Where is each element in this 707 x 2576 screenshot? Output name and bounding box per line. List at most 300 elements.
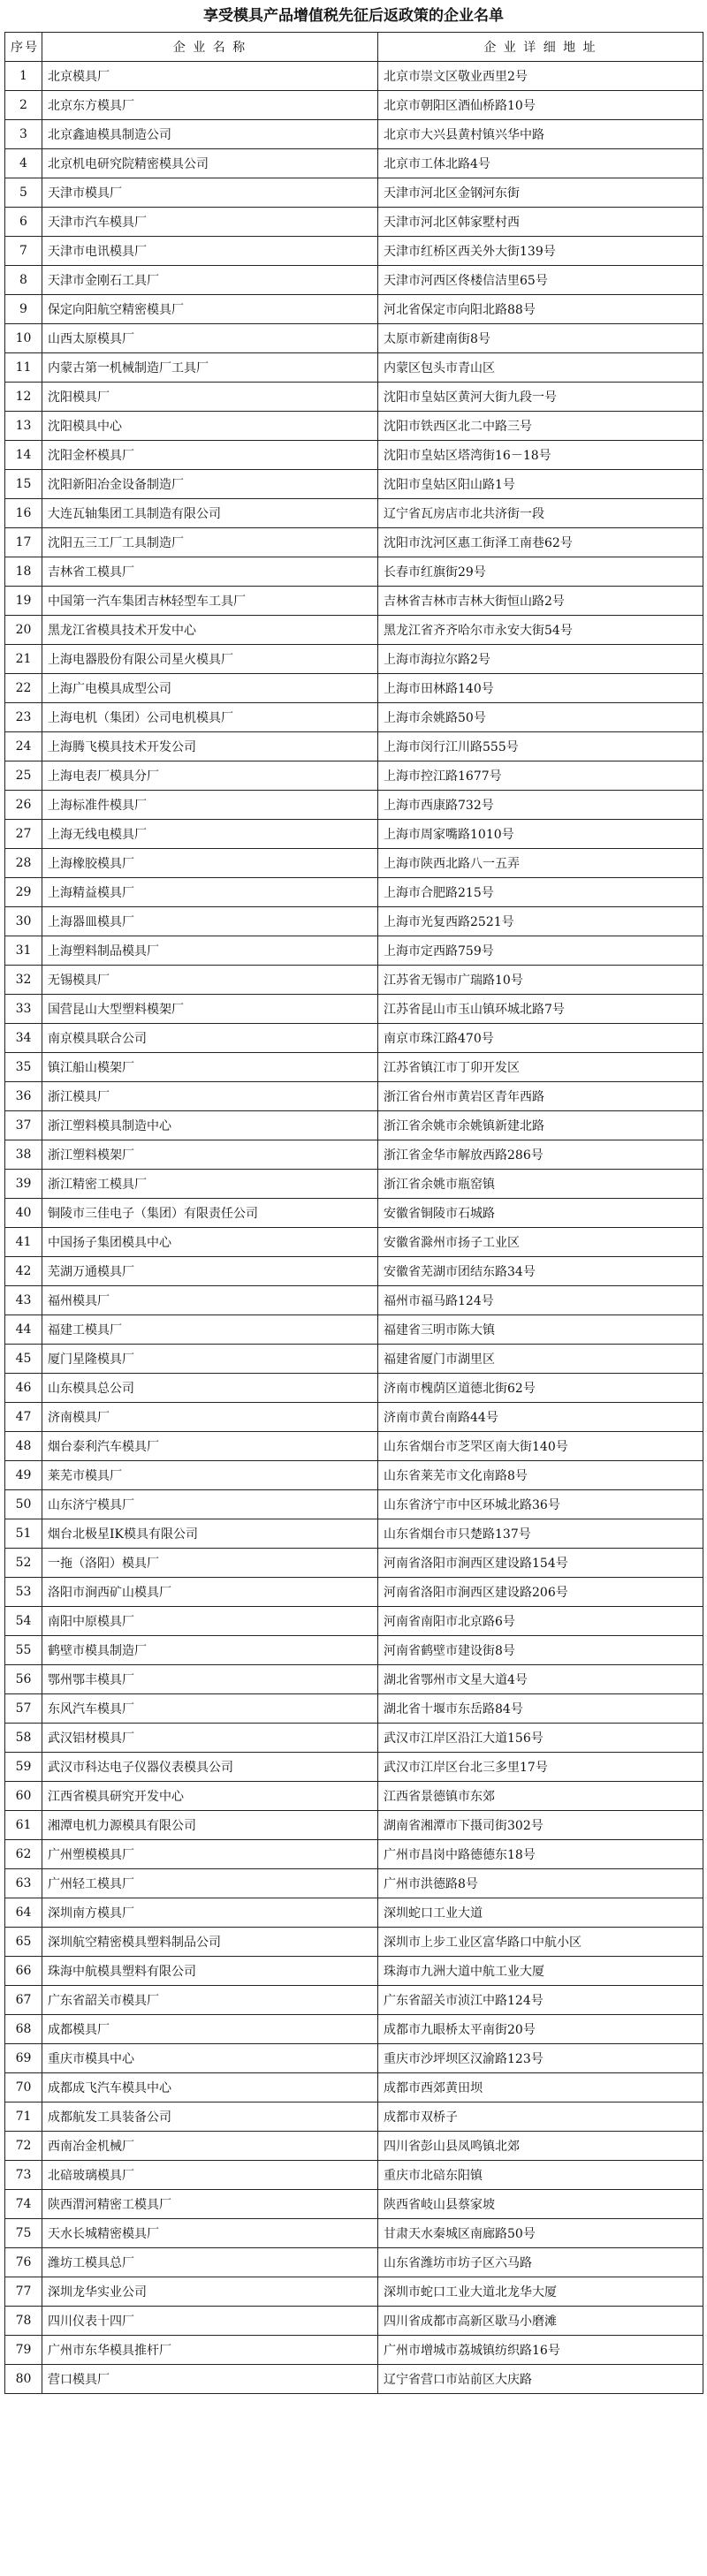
table-row [5, 616, 703, 645]
enterprise-address-cell: 福建省厦门市湖里区 [378, 1345, 703, 1374]
table-row [5, 2073, 703, 2102]
serial-number-cell: 34 [5, 1024, 42, 1053]
table-row [5, 2219, 703, 2248]
enterprise-address-cell: 江苏省无锡市广瑞路10号 [378, 966, 703, 995]
enterprise-name-cell: 上海电表厂模具分厂 [42, 761, 378, 791]
enterprise-address-cell: 济南市槐荫区道德北街62号 [378, 1374, 703, 1403]
enterprise-name-cell: 中国扬子集团模具中心 [42, 1228, 378, 1257]
enterprise-name-cell: 无锡模具厂 [42, 966, 378, 995]
serial-number-cell: 77 [5, 2277, 42, 2307]
enterprise-name-cell: 浙江模具厂 [42, 1082, 378, 1111]
serial-number-cell: 7 [5, 237, 42, 266]
enterprise-name-cell: 吉林省工模具厂 [42, 557, 378, 587]
enterprise-table [4, 32, 703, 2394]
serial-number-cell: 40 [5, 1199, 42, 1228]
enterprise-address-cell: 山东省潍坊市坊子区六马路 [378, 2248, 703, 2277]
serial-number-cell: 58 [5, 1724, 42, 1753]
enterprise-address-cell: 河北省保定市向阳北路88号 [378, 295, 703, 324]
serial-number-cell: 42 [5, 1257, 42, 1286]
enterprise-name-cell: 成都航发工具装备公司 [42, 2102, 378, 2132]
enterprise-name-cell: 上海器皿模具厂 [42, 907, 378, 936]
enterprise-address-cell: 江苏省镇江市丁卯开发区 [378, 1053, 703, 1082]
serial-number-cell: 9 [5, 295, 42, 324]
serial-number-cell: 50 [5, 1490, 42, 1519]
table-row [5, 761, 703, 791]
table-row [5, 1840, 703, 1869]
enterprise-address-cell: 成都市双桥子 [378, 2102, 703, 2132]
table-row [5, 820, 703, 849]
enterprise-name-cell: 天津市汽车模具厂 [42, 208, 378, 237]
page-title: 享受模具产品增值税先征后返政策的企业名单 [203, 7, 504, 25]
enterprise-address-cell: 山东省莱芜市文化南路8号 [378, 1461, 703, 1490]
enterprise-name-cell: 南京模具联合公司 [42, 1024, 378, 1053]
enterprise-name-cell: 深圳南方模具厂 [42, 1898, 378, 1928]
enterprise-address-cell: 天津市河西区佟楼信洁里65号 [378, 266, 703, 295]
enterprise-name-cell: 芜湖万通模具厂 [42, 1257, 378, 1286]
table-row [5, 2307, 703, 2336]
enterprise-address-cell: 河南省洛阳市涧西区建设路154号 [378, 1549, 703, 1578]
enterprise-name-cell: 福州模具厂 [42, 1286, 378, 1315]
table-row [5, 208, 703, 237]
serial-number-cell: 22 [5, 674, 42, 703]
table-row [5, 2044, 703, 2073]
table-row [5, 1782, 703, 1811]
enterprise-name-cell: 国营昆山大型塑料模架厂 [42, 995, 378, 1024]
table-row [5, 149, 703, 178]
serial-number-cell: 51 [5, 1519, 42, 1549]
enterprise-name-cell: 北京机电研究院精密模具公司 [42, 149, 378, 178]
serial-number-cell: 63 [5, 1869, 42, 1898]
enterprise-name-cell: 镇江船山模架厂 [42, 1053, 378, 1082]
header-enterprise-address: 企 业 详 细 地 址 [378, 33, 703, 62]
enterprise-address-cell: 江西省景德镇市东郊 [378, 1782, 703, 1811]
enterprise-address-cell: 沈阳市皇姑区黄河大街九段一号 [378, 383, 703, 412]
enterprise-name-cell: 重庆市模具中心 [42, 2044, 378, 2073]
table-row [5, 295, 703, 324]
serial-number-cell: 45 [5, 1345, 42, 1374]
enterprise-name-cell: 内蒙古第一机械制造厂工具厂 [42, 353, 378, 383]
serial-number-cell: 41 [5, 1228, 42, 1257]
enterprise-address-cell: 长春市红旗街29号 [378, 557, 703, 587]
enterprise-name-cell: 上海电器股份有限公司星火模具厂 [42, 645, 378, 674]
enterprise-name-cell: 上海无线电模具厂 [42, 820, 378, 849]
enterprise-name-cell: 广东省韶关市模具厂 [42, 1986, 378, 2015]
enterprise-address-cell: 深圳市蛇口工业大道北龙华大厦 [378, 2277, 703, 2307]
serial-number-cell: 49 [5, 1461, 42, 1490]
serial-number-cell: 18 [5, 557, 42, 587]
enterprise-address-cell: 浙江省余姚市余姚镇新建北路 [378, 1111, 703, 1140]
enterprise-name-cell: 北京鑫迪模具制造公司 [42, 120, 378, 149]
table-row [5, 1403, 703, 1432]
table-row [5, 2161, 703, 2190]
serial-number-cell: 57 [5, 1694, 42, 1724]
table-row [5, 2365, 703, 2394]
enterprise-address-cell: 南京市珠江路470号 [378, 1024, 703, 1053]
table-row [5, 878, 703, 907]
enterprise-address-cell: 北京市工体北路4号 [378, 149, 703, 178]
serial-number-cell: 60 [5, 1782, 42, 1811]
serial-number-cell: 6 [5, 208, 42, 237]
enterprise-address-cell: 福建省三明市陈大镇 [378, 1315, 703, 1345]
enterprise-name-cell: 广州塑模模具厂 [42, 1840, 378, 1869]
enterprise-name-cell: 西南冶金机械厂 [42, 2132, 378, 2161]
serial-number-cell: 12 [5, 383, 42, 412]
enterprise-name-cell: 武汉市科达电子仪器仪表模具公司 [42, 1753, 378, 1782]
serial-number-cell: 17 [5, 528, 42, 557]
enterprise-address-cell: 河南省洛阳市涧西区建设路206号 [378, 1578, 703, 1607]
enterprise-name-cell: 成都成飞汽车模具中心 [42, 2073, 378, 2102]
enterprise-address-cell: 广东省韶关市浈江中路124号 [378, 1986, 703, 2015]
table-row [5, 266, 703, 295]
enterprise-address-cell: 广州市昌岗中路德德东18号 [378, 1840, 703, 1869]
serial-number-cell: 11 [5, 353, 42, 383]
table-row [5, 1869, 703, 1898]
enterprise-name-cell: 湘潭电机力源模具有限公司 [42, 1811, 378, 1840]
table-row [5, 1140, 703, 1170]
enterprise-address-cell: 上海市定西路759号 [378, 936, 703, 966]
table-row [5, 1665, 703, 1694]
table-header-row [5, 33, 703, 62]
enterprise-name-cell: 沈阳金杯模具厂 [42, 441, 378, 470]
enterprise-address-cell: 安徽省芜湖市团结东路34号 [378, 1257, 703, 1286]
serial-number-cell: 70 [5, 2073, 42, 2102]
serial-number-cell: 55 [5, 1636, 42, 1665]
enterprise-address-cell: 甘肃天水秦城区南廊路50号 [378, 2219, 703, 2248]
enterprise-address-cell: 深圳市上步工业区富华路口中航小区 [378, 1928, 703, 1957]
enterprise-name-cell: 沈阳新阳冶金设备制造厂 [42, 470, 378, 499]
table-row [5, 1199, 703, 1228]
enterprise-name-cell: 中国第一汽车集团吉林轻型车工具厂 [42, 587, 378, 616]
serial-number-cell: 71 [5, 2102, 42, 2132]
enterprise-address-cell: 重庆市北碚东阳镇 [378, 2161, 703, 2190]
enterprise-name-cell: 浙江塑料模架厂 [42, 1140, 378, 1170]
table-row [5, 1257, 703, 1286]
table-row [5, 1053, 703, 1082]
enterprise-name-cell: 深圳航空精密模具塑料制品公司 [42, 1928, 378, 1957]
enterprise-name-cell: 福建工模具厂 [42, 1315, 378, 1345]
enterprise-name-cell: 陕西渭河精密工模具厂 [42, 2190, 378, 2219]
serial-number-cell: 79 [5, 2336, 42, 2365]
enterprise-name-cell: 鹤壁市模具制造厂 [42, 1636, 378, 1665]
enterprise-address-cell: 上海市陕西北路八一五弄 [378, 849, 703, 878]
enterprise-address-cell: 北京市大兴县黄村镇兴华中路 [378, 120, 703, 149]
enterprise-address-cell: 上海市海拉尔路2号 [378, 645, 703, 674]
serial-number-cell: 20 [5, 616, 42, 645]
enterprise-address-cell: 四川省彭山县凤鸣镇北郊 [378, 2132, 703, 2161]
enterprise-address-cell: 上海市田林路140号 [378, 674, 703, 703]
table-row [5, 907, 703, 936]
table-row [5, 528, 703, 557]
serial-number-cell: 56 [5, 1665, 42, 1694]
serial-number-cell: 4 [5, 149, 42, 178]
serial-number-cell: 35 [5, 1053, 42, 1082]
table-row [5, 1607, 703, 1636]
enterprise-address-cell: 天津市河北区金钢河东街 [378, 178, 703, 208]
enterprise-address-cell: 上海市余姚路50号 [378, 703, 703, 732]
table-row [5, 1549, 703, 1578]
serial-number-cell: 23 [5, 703, 42, 732]
table-row [5, 412, 703, 441]
enterprise-address-cell: 河南省南阳市北京路6号 [378, 1607, 703, 1636]
serial-number-cell: 36 [5, 1082, 42, 1111]
enterprise-name-cell: 深圳龙华实业公司 [42, 2277, 378, 2307]
enterprise-name-cell: 上海腾飞模具技术开发公司 [42, 732, 378, 761]
enterprise-name-cell: 保定向阳航空精密模具厂 [42, 295, 378, 324]
serial-number-cell: 52 [5, 1549, 42, 1578]
table-row [5, 2190, 703, 2219]
table-row [5, 995, 703, 1024]
table-body [5, 62, 703, 2394]
enterprise-name-cell: 莱芜市模具厂 [42, 1461, 378, 1490]
table-row [5, 1374, 703, 1403]
enterprise-name-cell: 天水长城精密模具厂 [42, 2219, 378, 2248]
enterprise-name-cell: 沈阳五三工厂工具制造厂 [42, 528, 378, 557]
header-enterprise-name: 企 业 名 称 [42, 33, 378, 62]
serial-number-cell: 59 [5, 1753, 42, 1782]
enterprise-address-cell: 辽宁省营口市站前区大庆路 [378, 2365, 703, 2394]
serial-number-cell: 65 [5, 1928, 42, 1957]
enterprise-address-cell: 太原市新建南街8号 [378, 324, 703, 353]
serial-number-cell: 2 [5, 91, 42, 120]
table-row [5, 120, 703, 149]
serial-number-cell: 26 [5, 791, 42, 820]
enterprise-name-cell: 烟台泰利汽车模具厂 [42, 1432, 378, 1461]
serial-number-cell: 54 [5, 1607, 42, 1636]
enterprise-name-cell: 山东济宁模具厂 [42, 1490, 378, 1519]
serial-number-cell: 62 [5, 1840, 42, 1869]
enterprise-address-cell: 上海市合肥路215号 [378, 878, 703, 907]
serial-number-cell: 21 [5, 645, 42, 674]
enterprise-name-cell: 沈阳模具厂 [42, 383, 378, 412]
enterprise-address-cell: 沈阳市沈河区惠工街泽工南巷62号 [378, 528, 703, 557]
enterprise-address-cell: 浙江省余姚市瓶窑镇 [378, 1170, 703, 1199]
enterprise-name-cell: 天津市金刚石工具厂 [42, 266, 378, 295]
table-row [5, 936, 703, 966]
enterprise-name-cell: 营口模具厂 [42, 2365, 378, 2394]
enterprise-name-cell: 山东模具总公司 [42, 1374, 378, 1403]
enterprise-address-cell: 北京市朝阳区酒仙桥路10号 [378, 91, 703, 120]
table-row [5, 383, 703, 412]
enterprise-name-cell: 厦门星隆模具厂 [42, 1345, 378, 1374]
serial-number-cell: 29 [5, 878, 42, 907]
enterprise-address-cell: 重庆市沙坪坝区汉渝路123号 [378, 2044, 703, 2073]
table-row [5, 1636, 703, 1665]
table-row [5, 1898, 703, 1928]
enterprise-name-cell: 上海精益模具厂 [42, 878, 378, 907]
table-row [5, 849, 703, 878]
enterprise-address-cell: 河南省鹤壁市建设街8号 [378, 1636, 703, 1665]
enterprise-address-cell: 沈阳市皇姑区塔湾街16－18号 [378, 441, 703, 470]
serial-number-cell: 27 [5, 820, 42, 849]
enterprise-address-cell: 深圳蛇口工业大道 [378, 1898, 703, 1928]
table-row [5, 2277, 703, 2307]
enterprise-address-cell: 辽宁省瓦房店市北共济街一段 [378, 499, 703, 528]
serial-number-cell: 10 [5, 324, 42, 353]
serial-number-cell: 72 [5, 2132, 42, 2161]
serial-number-cell: 28 [5, 849, 42, 878]
enterprise-name-cell: 武汉铝材模具厂 [42, 1724, 378, 1753]
serial-number-cell: 75 [5, 2219, 42, 2248]
enterprise-address-cell: 成都市九眼桥太平南街20号 [378, 2015, 703, 2044]
serial-number-cell: 19 [5, 587, 42, 616]
table-row [5, 1286, 703, 1315]
serial-number-cell: 53 [5, 1578, 42, 1607]
table-row [5, 2248, 703, 2277]
serial-number-cell: 47 [5, 1403, 42, 1432]
enterprise-address-cell: 天津市红桥区西关外大街139号 [378, 237, 703, 266]
enterprise-name-cell: 浙江塑料模具制造中心 [42, 1111, 378, 1140]
enterprise-name-cell: 北碚玻璃模具厂 [42, 2161, 378, 2190]
table-row [5, 1578, 703, 1607]
enterprise-name-cell: 东风汽车模具厂 [42, 1694, 378, 1724]
serial-number-cell: 48 [5, 1432, 42, 1461]
enterprise-address-cell: 陕西省岐山县蔡家坡 [378, 2190, 703, 2219]
serial-number-cell: 31 [5, 936, 42, 966]
enterprise-name-cell: 四川仪表十四厂 [42, 2307, 378, 2336]
serial-number-cell: 44 [5, 1315, 42, 1345]
table-row [5, 966, 703, 995]
serial-number-cell: 8 [5, 266, 42, 295]
table-row [5, 1315, 703, 1345]
enterprise-name-cell: 江西省模具研究开发中心 [42, 1782, 378, 1811]
enterprise-address-cell: 成都市西郊黄田坝 [378, 2073, 703, 2102]
serial-number-cell: 33 [5, 995, 42, 1024]
enterprise-name-cell: 成都模具厂 [42, 2015, 378, 2044]
table-row [5, 1111, 703, 1140]
enterprise-address-cell: 湖南省湘潭市下摄司街302号 [378, 1811, 703, 1840]
serial-number-cell: 80 [5, 2365, 42, 2394]
enterprise-table-container [4, 32, 703, 2394]
serial-number-cell: 66 [5, 1957, 42, 1986]
serial-number-cell: 37 [5, 1111, 42, 1140]
serial-number-cell: 15 [5, 470, 42, 499]
serial-number-cell: 64 [5, 1898, 42, 1928]
table-row [5, 791, 703, 820]
table-row [5, 1694, 703, 1724]
enterprise-name-cell: 上海标准件模具厂 [42, 791, 378, 820]
table-row [5, 1345, 703, 1374]
serial-number-cell: 38 [5, 1140, 42, 1170]
enterprise-name-cell: 天津市模具厂 [42, 178, 378, 208]
enterprise-address-cell: 沈阳市铁西区北二中路三号 [378, 412, 703, 441]
enterprise-name-cell: 大连瓦轴集团工具制造有限公司 [42, 499, 378, 528]
serial-number-cell: 67 [5, 1986, 42, 2015]
enterprise-address-cell: 山东省烟台市只楚路137号 [378, 1519, 703, 1549]
serial-number-cell: 78 [5, 2307, 42, 2336]
table-row [5, 499, 703, 528]
enterprise-name-cell: 上海电机（集团）公司电机模具厂 [42, 703, 378, 732]
serial-number-cell: 14 [5, 441, 42, 470]
serial-number-cell: 32 [5, 966, 42, 995]
table-row [5, 587, 703, 616]
enterprise-address-cell: 济南市黄台南路44号 [378, 1403, 703, 1432]
enterprise-address-cell: 广州市增城市荔城镇纺织路16号 [378, 2336, 703, 2365]
table-row [5, 645, 703, 674]
table-row [5, 732, 703, 761]
serial-number-cell: 1 [5, 62, 42, 91]
serial-number-cell: 76 [5, 2248, 42, 2277]
enterprise-name-cell: 北京东方模具厂 [42, 91, 378, 120]
enterprise-address-cell: 江苏省昆山市玉山镇环城北路7号 [378, 995, 703, 1024]
table-row [5, 62, 703, 91]
table-row [5, 178, 703, 208]
table-row [5, 1519, 703, 1549]
enterprise-address-cell: 天津市河北区韩家墅村西 [378, 208, 703, 237]
header-serial-number: 序号 [5, 33, 42, 62]
enterprise-name-cell: 广州轻工模具厂 [42, 1869, 378, 1898]
table-row [5, 1228, 703, 1257]
table-row [5, 1753, 703, 1782]
table-row [5, 2132, 703, 2161]
enterprise-address-cell: 珠海市九洲大道中航工业大厦 [378, 1957, 703, 1986]
enterprise-address-cell: 吉林省吉林市吉林大街恒山路2号 [378, 587, 703, 616]
serial-number-cell: 68 [5, 2015, 42, 2044]
table-row [5, 470, 703, 499]
enterprise-name-cell: 洛阳市涧西矿山模具厂 [42, 1578, 378, 1607]
enterprise-address-cell: 浙江省金华市解放西路286号 [378, 1140, 703, 1170]
serial-number-cell: 16 [5, 499, 42, 528]
enterprise-name-cell: 天津市电讯模具厂 [42, 237, 378, 266]
table-row [5, 1024, 703, 1053]
enterprise-address-cell: 黑龙江省齐齐哈尔市永安大街54号 [378, 616, 703, 645]
enterprise-address-cell: 武汉市江岸区台北三多里17号 [378, 1753, 703, 1782]
enterprise-address-cell: 广州市洪德路8号 [378, 1869, 703, 1898]
serial-number-cell: 74 [5, 2190, 42, 2219]
table-row [5, 2015, 703, 2044]
table-row [5, 557, 703, 587]
enterprise-name-cell: 广州市东华模具推杆厂 [42, 2336, 378, 2365]
enterprise-address-cell: 上海市闵行江川路555号 [378, 732, 703, 761]
enterprise-name-cell: 上海塑料制品模具厂 [42, 936, 378, 966]
table-row [5, 1986, 703, 2015]
serial-number-cell: 13 [5, 412, 42, 441]
enterprise-name-cell: 南阳中原模具厂 [42, 1607, 378, 1636]
enterprise-address-cell: 四川省成都市高新区歇马小磨滩 [378, 2307, 703, 2336]
enterprise-address-cell: 山东省烟台市芝罘区南大街140号 [378, 1432, 703, 1461]
table-row [5, 2336, 703, 2365]
table-row [5, 1957, 703, 1986]
enterprise-name-cell: 黑龙江省模具技术开发中心 [42, 616, 378, 645]
enterprise-address-cell: 上海市周家嘴路1010号 [378, 820, 703, 849]
serial-number-cell: 24 [5, 732, 42, 761]
enterprise-name-cell: 上海广电模具成型公司 [42, 674, 378, 703]
enterprise-name-cell: 浙江精密工模具厂 [42, 1170, 378, 1199]
table-row [5, 703, 703, 732]
serial-number-cell: 3 [5, 120, 42, 149]
enterprise-name-cell: 山西太原模具厂 [42, 324, 378, 353]
table-row [5, 1490, 703, 1519]
table-row [5, 1461, 703, 1490]
table-row [5, 1724, 703, 1753]
enterprise-name-cell: 珠海中航模具塑料有限公司 [42, 1957, 378, 1986]
table-row [5, 1170, 703, 1199]
enterprise-address-cell: 湖北省十堰市东岳路84号 [378, 1694, 703, 1724]
enterprise-name-cell: 一拖（洛阳）模具厂 [42, 1549, 378, 1578]
serial-number-cell: 43 [5, 1286, 42, 1315]
table-row [5, 1082, 703, 1111]
table-row [5, 1432, 703, 1461]
enterprise-address-cell: 山东省济宁市中区环城北路36号 [378, 1490, 703, 1519]
enterprise-address-cell: 上海市控江路1677号 [378, 761, 703, 791]
enterprise-address-cell: 福州市福马路124号 [378, 1286, 703, 1315]
table-row [5, 324, 703, 353]
enterprise-address-cell: 沈阳市皇姑区阳山路1号 [378, 470, 703, 499]
serial-number-cell: 73 [5, 2161, 42, 2190]
enterprise-name-cell: 铜陵市三佳电子（集团）有限责任公司 [42, 1199, 378, 1228]
enterprise-address-cell: 武汉市江岸区沿江大道156号 [378, 1724, 703, 1753]
table-row [5, 353, 703, 383]
enterprise-address-cell: 浙江省台州市黄岩区青年西路 [378, 1082, 703, 1111]
